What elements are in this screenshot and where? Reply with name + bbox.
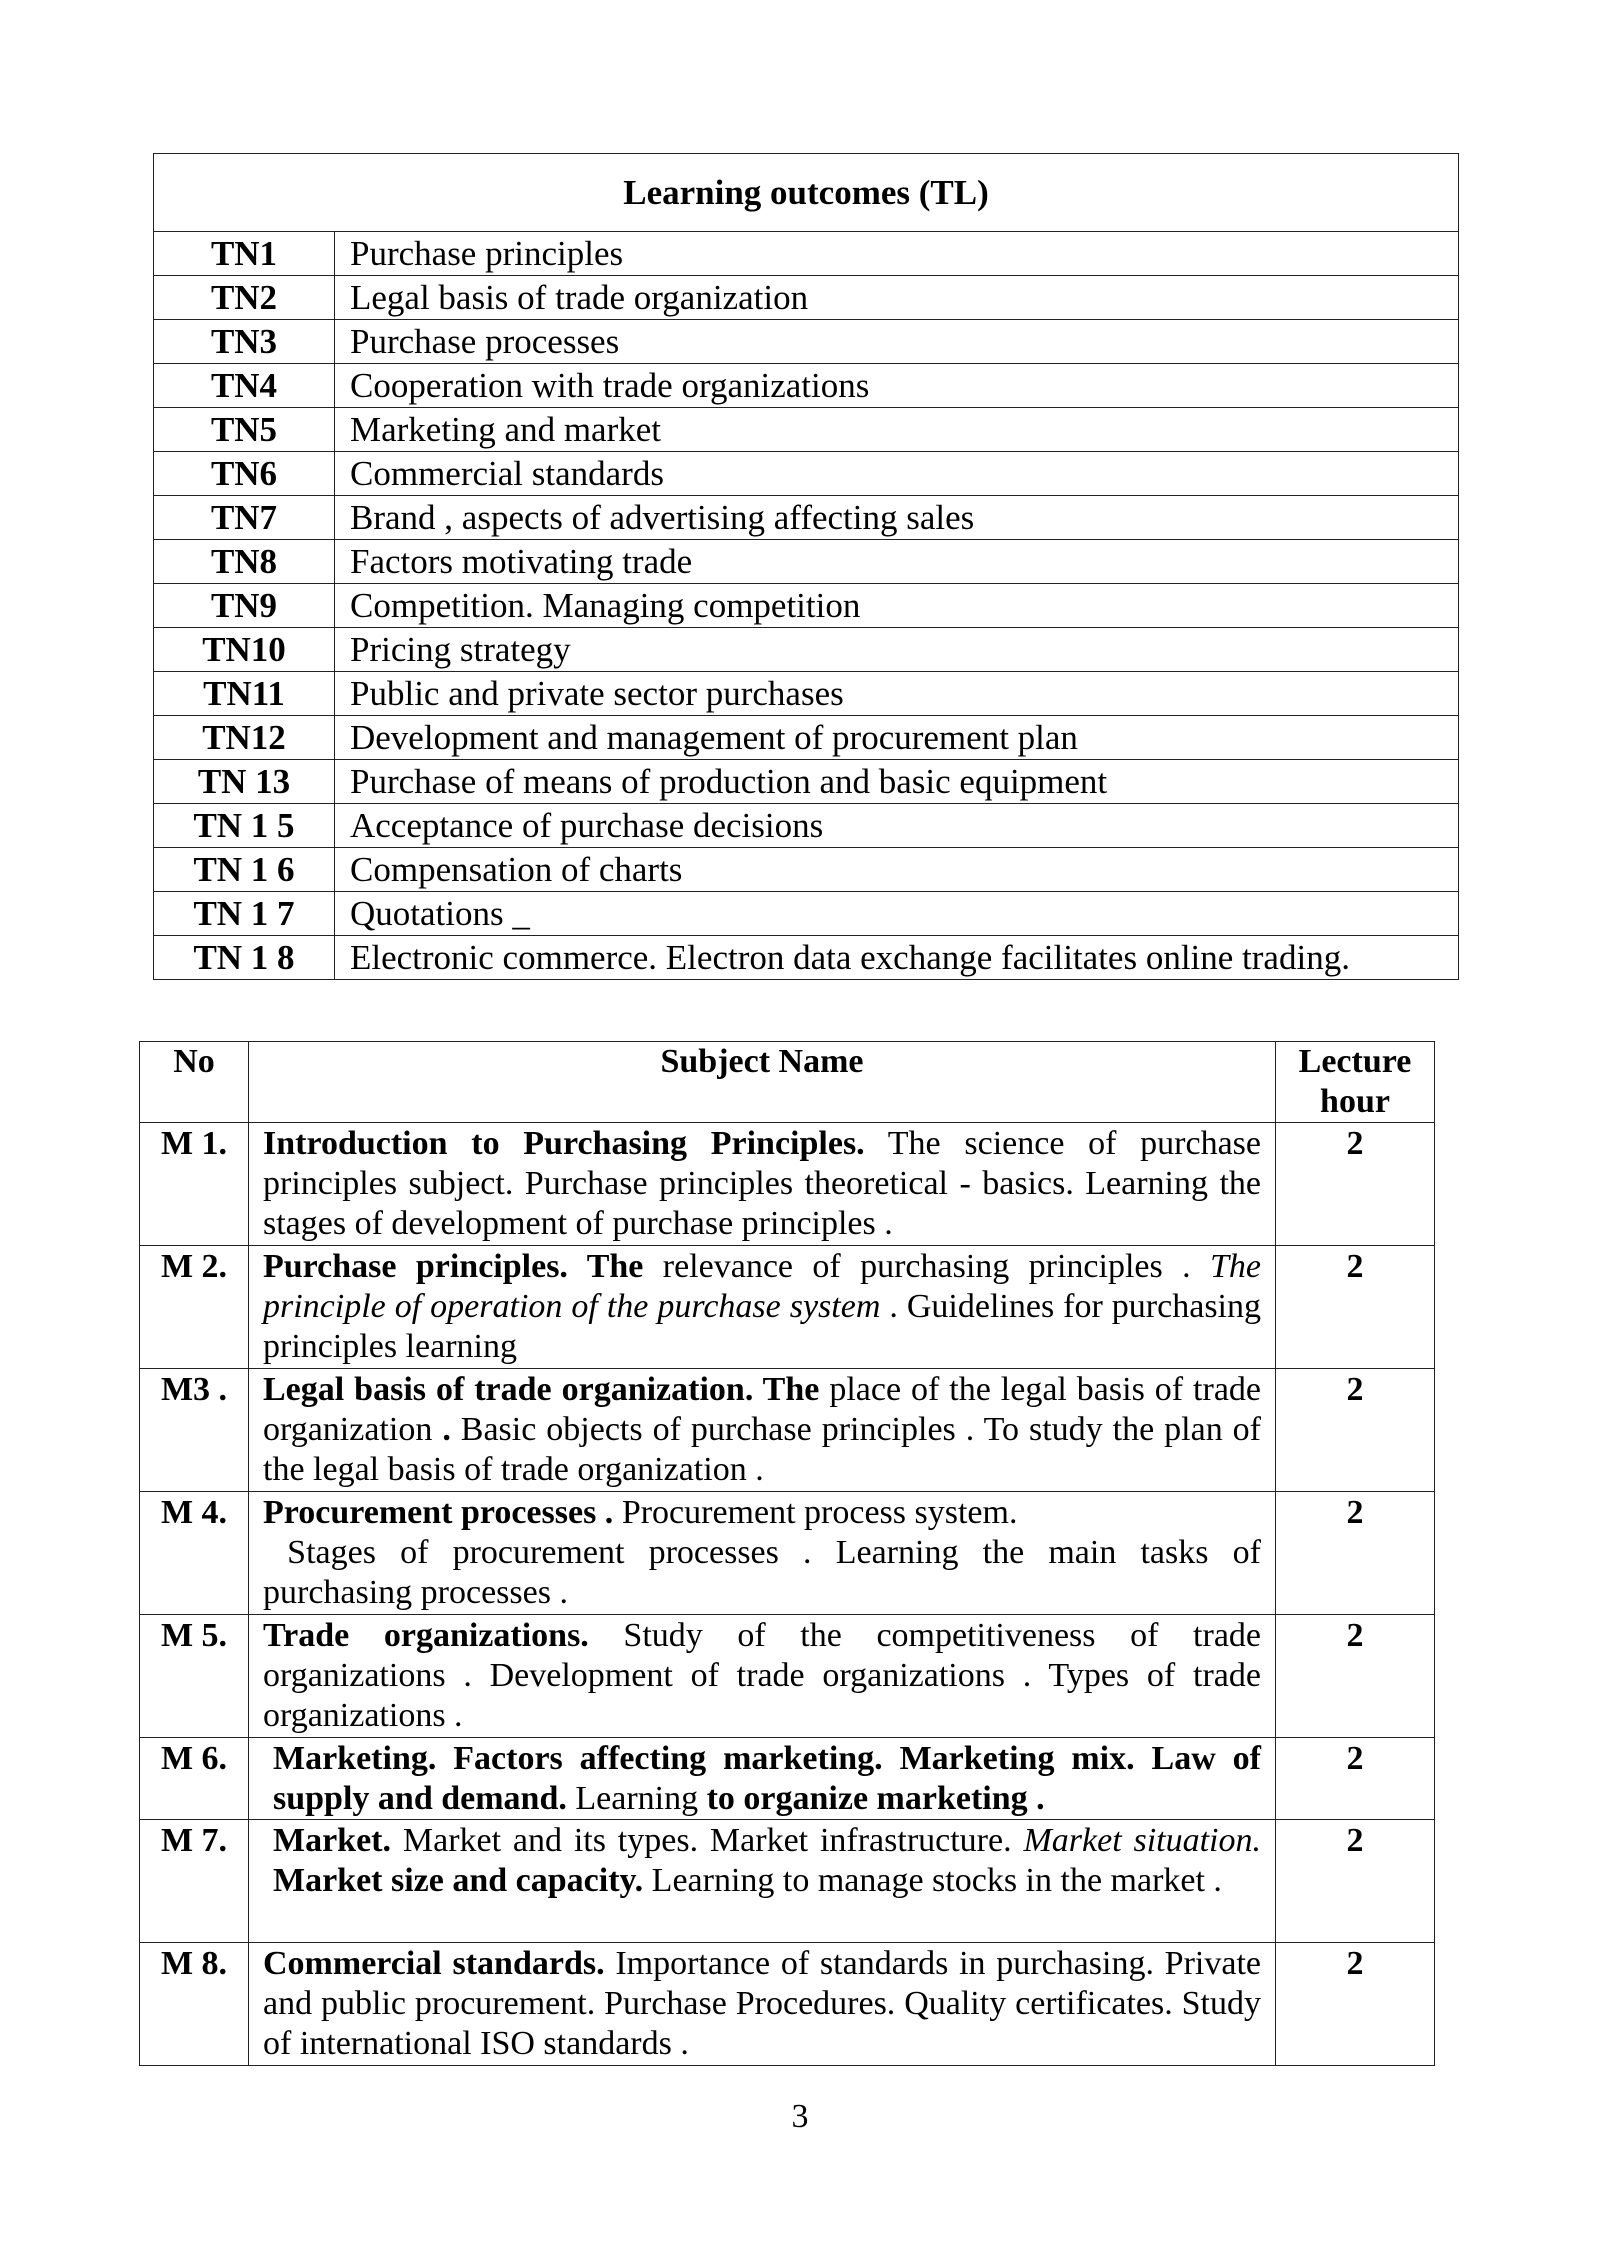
- subject-text-segment: Legal basis of trade organization. The: [263, 1371, 820, 1408]
- subjects-table: [139, 1041, 1435, 2066]
- subject-lecture-hour: 2: [1276, 1123, 1435, 1246]
- learning-outcome-row: [154, 804, 1459, 848]
- subject-text-segment: Procurement processes .: [263, 1494, 614, 1531]
- learning-outcome-row: [154, 276, 1459, 320]
- outcome-code: TN 1 6: [154, 848, 335, 892]
- learning-outcome-row: [154, 452, 1459, 496]
- header-no: No: [140, 1042, 249, 1123]
- page-number: 3: [791, 2098, 809, 2135]
- subject-number: M 1.: [140, 1123, 249, 1246]
- subject-row: [140, 1123, 1435, 1246]
- header-lecture-hour: Lecture hour: [1276, 1042, 1435, 1123]
- subject-text-segment: Stages of procurement processes . Learning the main tasks of purchasing processes .: [263, 1534, 1261, 1611]
- subject-text-segment: Purchase principles. The: [263, 1248, 644, 1285]
- outcome-code: TN10: [154, 628, 335, 672]
- subject-number: M 2.: [140, 1246, 249, 1369]
- subject-lecture-hour: 2: [1276, 1246, 1435, 1369]
- outcome-code: TN6: [154, 452, 335, 496]
- outcome-text: Commercial standards: [335, 452, 1459, 496]
- subject-text-segment: Basic objects of purchase principles . To study the plan of the legal basis of trade organization .: [263, 1411, 1262, 1488]
- outcome-text: Purchase of means of production and basic equipment: [335, 760, 1459, 804]
- learning-outcome-row: [154, 408, 1459, 452]
- outcome-text: Development and management of procurement plan: [335, 716, 1459, 760]
- learning-outcome-row: [154, 892, 1459, 936]
- subject-text-segment: Market.: [273, 1822, 392, 1859]
- subject-lecture-hour: 2: [1276, 1943, 1435, 2066]
- learning-outcome-row: [154, 848, 1459, 892]
- learning-outcome-row: [154, 232, 1459, 276]
- learning-outcome-row: [154, 584, 1459, 628]
- outcome-text: Purchase processes: [335, 320, 1459, 364]
- outcome-code: TN 1 7: [154, 892, 335, 936]
- subject-text-segment: place of the legal basis of trade organization: [263, 1371, 1262, 1448]
- subject-row: [140, 1246, 1435, 1369]
- outcome-text: Brand , aspects of advertising affecting sales: [335, 496, 1459, 540]
- subject-text-segment: Commercial standards.: [263, 1945, 605, 1982]
- subject-description: [249, 1369, 1276, 1492]
- subject-text-segment: Market size and capacity.: [273, 1862, 644, 1899]
- learning-outcome-row: [154, 672, 1459, 716]
- learning-outcome-row: [154, 320, 1459, 364]
- outcome-code: TN 1 8: [154, 936, 335, 980]
- subject-text-segment: Market situation.: [1023, 1822, 1262, 1859]
- subject-text-segment: Trade organizations.: [263, 1617, 589, 1654]
- subject-text-segment: Study of the competitiveness of trade organizations . Development of trade organizations . Types of trade organizations .: [263, 1617, 1262, 1734]
- subject-text-segment: . Guidelines for purchasing principles learning: [263, 1288, 1261, 1365]
- subject-text-segment: to organize marketing .: [706, 1780, 1045, 1817]
- subject-lecture-hour: 2: [1276, 1738, 1435, 1820]
- learning-outcomes-title: Learning outcomes (TL): [154, 154, 1459, 232]
- subject-number: M 5.: [140, 1615, 249, 1738]
- subject-description: [249, 1492, 1276, 1615]
- subject-number: M 6.: [140, 1738, 249, 1820]
- subject-text-segment: The principle of operation of the purchase system: [263, 1248, 1261, 1325]
- outcome-text: Competition. Managing competition: [335, 584, 1459, 628]
- outcome-text: Quotations _: [335, 892, 1459, 936]
- learning-outcome-row: [154, 540, 1459, 584]
- subject-row: [140, 1943, 1435, 2066]
- subject-text-segment: Learning: [566, 1780, 707, 1817]
- subject-row: [140, 1820, 1435, 1943]
- outcome-text: Purchase principles: [335, 232, 1459, 276]
- outcome-text: Factors motivating trade: [335, 540, 1459, 584]
- outcome-text: Pricing strategy: [335, 628, 1459, 672]
- subject-text-segment: Procurement process system.: [613, 1494, 1018, 1531]
- learning-outcome-row: [154, 936, 1459, 980]
- subject-lecture-hour: 2: [1276, 1492, 1435, 1615]
- subject-description: [249, 1246, 1276, 1369]
- subject-row: [140, 1615, 1435, 1738]
- learning-outcome-row: [154, 760, 1459, 804]
- outcome-text: Cooperation with trade organizations: [335, 364, 1459, 408]
- outcome-code: TN8: [154, 540, 335, 584]
- subject-description: [249, 1738, 1276, 1820]
- outcome-text: Legal basis of trade organization: [335, 276, 1459, 320]
- subject-row: [140, 1492, 1435, 1615]
- outcome-code: TN9: [154, 584, 335, 628]
- outcome-code: TN 13: [154, 760, 335, 804]
- subject-text-segment: .: [442, 1411, 451, 1448]
- subject-description: [249, 1943, 1276, 2066]
- outcome-code: TN7: [154, 496, 335, 540]
- subject-text-segment: Learning to manage stocks in the market .: [643, 1862, 1222, 1899]
- outcome-code: TN11: [154, 672, 335, 716]
- subject-number: M3 .: [140, 1369, 249, 1492]
- outcome-text: Acceptance of purchase decisions: [335, 804, 1459, 848]
- outcome-code: TN2: [154, 276, 335, 320]
- subject-row: [140, 1369, 1435, 1492]
- outcome-text: Marketing and market: [335, 408, 1459, 452]
- subject-number: M 8.: [140, 1943, 249, 2066]
- learning-outcomes-body: [154, 232, 1459, 980]
- outcome-code: TN4: [154, 364, 335, 408]
- outcome-text: Public and private sector purchases: [335, 672, 1459, 716]
- subject-row: [140, 1738, 1435, 1820]
- subject-text-segment: relevance of purchasing principles .: [643, 1248, 1210, 1285]
- subjects-body: [140, 1123, 1435, 2066]
- subject-lecture-hour: 2: [1276, 1615, 1435, 1738]
- outcome-code: TN3: [154, 320, 335, 364]
- subject-text-segment: Introduction to Purchasing Principles.: [263, 1125, 865, 1162]
- learning-outcome-row: [154, 716, 1459, 760]
- outcome-text: Electronic commerce. Electron data exchange facilitates online trading.: [335, 936, 1459, 980]
- subject-text-segment: The science of purchase principles subject. Purchase principles theoretical - basics. Learning the stages of development of purchase principles .: [263, 1125, 1261, 1242]
- learning-outcomes-table: [153, 153, 1459, 980]
- subject-lecture-hour: 2: [1276, 1820, 1435, 1943]
- learning-outcome-row: [154, 628, 1459, 672]
- subject-lecture-hour: 2: [1276, 1369, 1435, 1492]
- subject-text-segment: Marketing. Factors affecting marketing. Marketing mix. Law of supply and demand.: [273, 1740, 1261, 1817]
- outcome-code: TN12: [154, 716, 335, 760]
- subject-text-segment: Importance of standards in purchasing. Private and public procurement. Purchase Procedures. Quality certificates. Study of international ISO standards .: [263, 1945, 1261, 2062]
- subject-description: [249, 1123, 1276, 1246]
- outcome-code: TN1: [154, 232, 335, 276]
- learning-outcome-row: [154, 496, 1459, 540]
- subject-description: [249, 1820, 1276, 1943]
- subject-number: M 7.: [140, 1820, 249, 1943]
- outcome-code: TN5: [154, 408, 335, 452]
- header-subject-name: Subject Name: [249, 1042, 1276, 1123]
- learning-outcome-row: [154, 364, 1459, 408]
- outcome-text: Compensation of charts: [335, 848, 1459, 892]
- outcome-code: TN 1 5: [154, 804, 335, 848]
- subject-text-segment: Market and its types. Market infrastructure.: [391, 1822, 1024, 1859]
- subject-description: [249, 1615, 1276, 1738]
- subject-number: M 4.: [140, 1492, 249, 1615]
